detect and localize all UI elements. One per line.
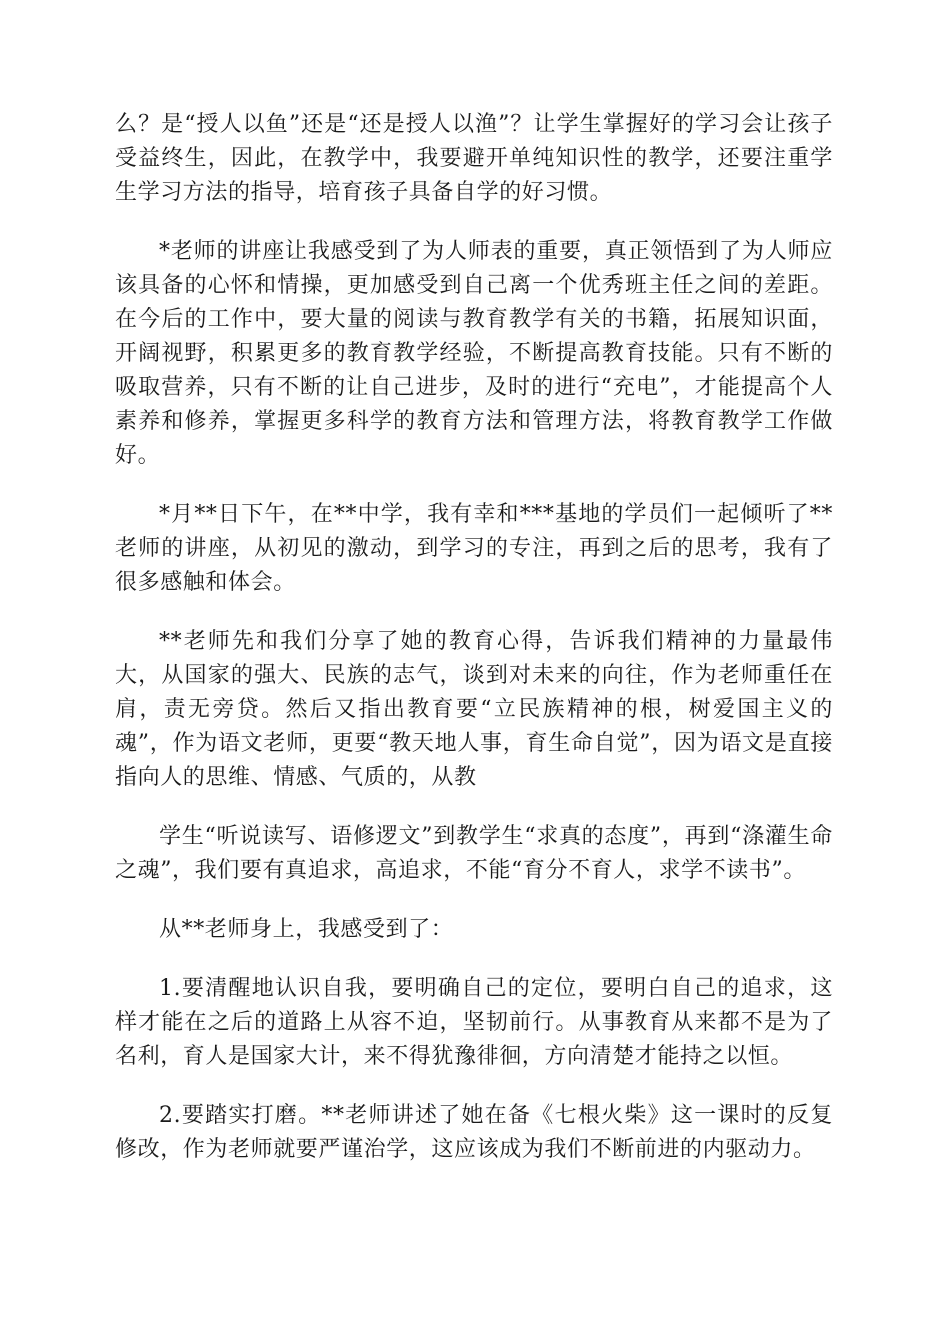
paragraph-teacher-sharing: **老师先和我们分享了她的教育心得，告诉我们精神的力量最伟大，从国家的强大、民族的志气，谈到对未来的向往，作为老师重任在肩，责无旁贷。然后又指出教育要“立民族精神的根，树爱国主义的魂”，作为语文老师，更要“教天地人事，育生命自觉”，因为语文是直接指向人的思维、情感、气质的，从教	[115, 629, 833, 790]
list-item-2: 2.要踏实打磨。**老师讲述了她在备《七根火柴》这一课时的反复修改，作为老师就要严谨治学，这应该成为我们不断前进的内驱动力。	[115, 1103, 833, 1162]
list-item-1: 1.要清醒地认识自我，要明确自己的定位，要明白自己的追求，这样才能在之后的道路上从容不迫，坚韧前行。从事教育从来都不是为了名利，育人是国家大计，来不得犹豫徘徊，方向清楚才能持之以恒。	[115, 976, 833, 1069]
paragraph-continuation: 么？是“授人以鱼”还是“还是授人以渔”？让学生掌握好的学习会让孩子受益终生，因此，在教学中，我要避开单纯知识性的教学，还要注重学生学习方法的指导，培育孩子具备自学的好习惯。	[115, 112, 833, 205]
paragraph-teaching-pursuit: 学生“听说读写、语修逻文”到教学生“求真的态度”，再到“涤灌生命之魂”，我们要有真追求，高追求，不能“育分不育人，求学不读书”。	[115, 824, 833, 883]
document-body	[115, 108, 833, 1192]
paragraph-list-intro: 从**老师身上，我感受到了：	[159, 917, 454, 942]
paragraph-lecture-reflection: *老师的讲座让我感受到了为人师表的重要，真正领悟到了为人师应该具备的心怀和情操，更加感受到自己离一个优秀班主任之间的差距。在今后的工作中，要大量的阅读与教育教学有关的书籍，拓展知识面，开阔视野，积累更多的教育教学经验，不断提高教育技能。只有不断的吸取营养，只有不断的让自己进步，及时的进行“充电”，才能提高个人素养和修养，掌握更多科学的教育方法和管理方法，将教育教学工作做好。	[115, 239, 833, 468]
paragraph-lecture-intro: *月**日下午，在**中学，我有幸和***基地的学员们一起倾听了**老师的讲座，从初见的激动，到学习的专注，再到之后的思考，我有了很多感触和体会。	[115, 502, 833, 595]
